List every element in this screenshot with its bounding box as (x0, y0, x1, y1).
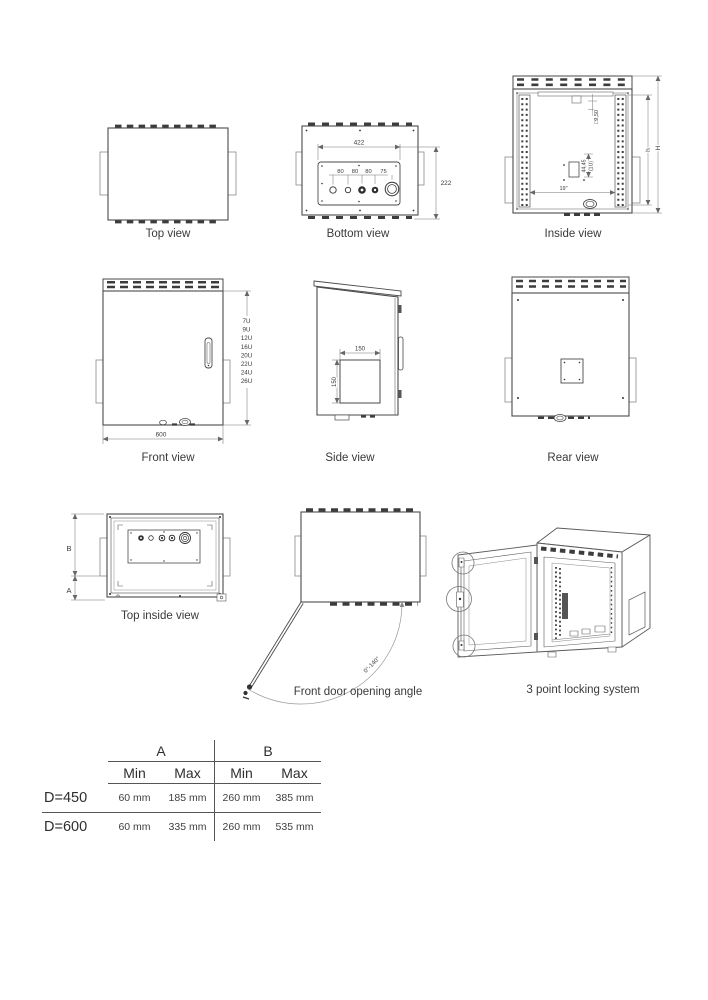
caption-door-angle: Front door opening angle (293, 686, 423, 698)
bottom-view-drawing (290, 118, 458, 230)
dim-spacing-label: 80 (351, 169, 359, 175)
dim-spacing-label: 80 (365, 169, 372, 175)
table-row (42, 784, 321, 813)
dim-H-label: H (655, 145, 662, 151)
inside-view-drawing (500, 70, 670, 222)
cabinet-rear-outline (505, 277, 636, 422)
rear-mounting-plate (561, 359, 583, 383)
table-corner-cell (42, 762, 108, 784)
u-size-label: 26U (240, 378, 253, 386)
cabinet-top-outline (100, 126, 236, 222)
table-cell: 385 mm (275, 792, 314, 804)
u-size-label: 12U (240, 335, 253, 343)
dim-unit-pitch-label: 44,45 (581, 159, 588, 173)
locking-system-drawing (440, 505, 680, 680)
caption-front-view: Front view (141, 452, 195, 464)
handle-profile (399, 337, 404, 370)
foot (548, 652, 556, 657)
u-size-label: 9U (242, 326, 251, 334)
dim-spacing-label: 80 (337, 169, 344, 175)
dim-width-label: 422 (353, 139, 365, 147)
side-view-drawing (295, 272, 425, 432)
hinge (534, 633, 538, 640)
hinge (534, 557, 538, 564)
cable-hole (149, 536, 154, 541)
caption-bottom-view: Bottom view (326, 228, 390, 240)
table-subheader-max: Max (161, 762, 215, 784)
table-cell: 185 mm (168, 792, 207, 804)
door-handle (247, 684, 252, 689)
rear-view-drawing (498, 272, 648, 427)
cable-hole (345, 187, 350, 192)
table-cell: 535 mm (268, 813, 321, 842)
caption-rear-view: Rear view (547, 452, 599, 464)
foot (335, 415, 349, 420)
table-row-label: D=600 (42, 813, 108, 842)
door-handle (205, 338, 212, 368)
gland-plate (318, 162, 400, 205)
table-cell: 260 mm (215, 813, 269, 842)
caption-top-view: Top view (145, 228, 191, 240)
table-row-label: D=450 (44, 789, 88, 806)
dim-cutout-height-label: 150 (332, 376, 338, 388)
u-size-label: 22U (240, 361, 253, 368)
angle-range-label: 0°-140° (363, 656, 382, 675)
table-corner-cell (42, 740, 108, 762)
dim-hole-square-label: □9,50 (594, 109, 600, 125)
table-row (42, 813, 321, 842)
dim-cutout-width-label: 150 (354, 346, 366, 353)
table-subheader-max: Max (268, 762, 321, 784)
table-subheader-min: Min (215, 762, 269, 784)
dim-width-label: 600 (155, 431, 167, 439)
hinge (398, 305, 402, 313)
u-size-label: 20U (240, 352, 253, 360)
dim-rack-width-label: 19" (559, 186, 568, 192)
top-inside-view-drawing (60, 505, 240, 610)
gland-plate-top (128, 530, 200, 563)
door-angle-drawing (240, 500, 440, 705)
table-cell: 335 mm (161, 813, 215, 842)
door-handle (243, 691, 247, 695)
table-group-a: A (108, 740, 215, 762)
cabinet-top-outline (295, 510, 426, 604)
side-cutout (340, 360, 380, 403)
dim-h-label: h (645, 148, 652, 152)
lock-bar (562, 593, 568, 619)
latch (217, 594, 226, 601)
caption-inside-view: Inside view (544, 228, 602, 240)
front-view-drawing (90, 272, 265, 447)
dimension-table (42, 740, 321, 841)
u-size-label: 7U (242, 318, 251, 325)
u-size-label: 16U (240, 343, 253, 351)
table-cell: 60 mm (118, 792, 151, 804)
dim-b-label: B (66, 544, 72, 553)
table-cell: 60 mm (108, 813, 161, 842)
table-subheader-min: Min (108, 762, 161, 784)
open-door (243, 602, 303, 699)
table-cell: 260 mm (215, 784, 269, 813)
dim-unit-pitch-sub-label: (1U) (588, 160, 595, 172)
hinge (398, 390, 402, 398)
open-door-isometric (457, 545, 539, 657)
caption-top-inside-view: Top inside view (121, 610, 199, 622)
top-view-drawing (95, 120, 245, 228)
u-size-label: 24U (240, 369, 253, 377)
table-group-b: B (215, 740, 322, 762)
caption-locking: 3 point locking system (526, 684, 640, 696)
cable-hole (330, 187, 336, 193)
cabinet-isometric (537, 528, 650, 657)
dim-a-label: A (66, 586, 72, 595)
foot (608, 647, 616, 652)
dim-height-label: 222 (440, 180, 452, 187)
dim-spacing-label: 75 (380, 169, 387, 175)
caption-side-view: Side view (325, 452, 375, 464)
